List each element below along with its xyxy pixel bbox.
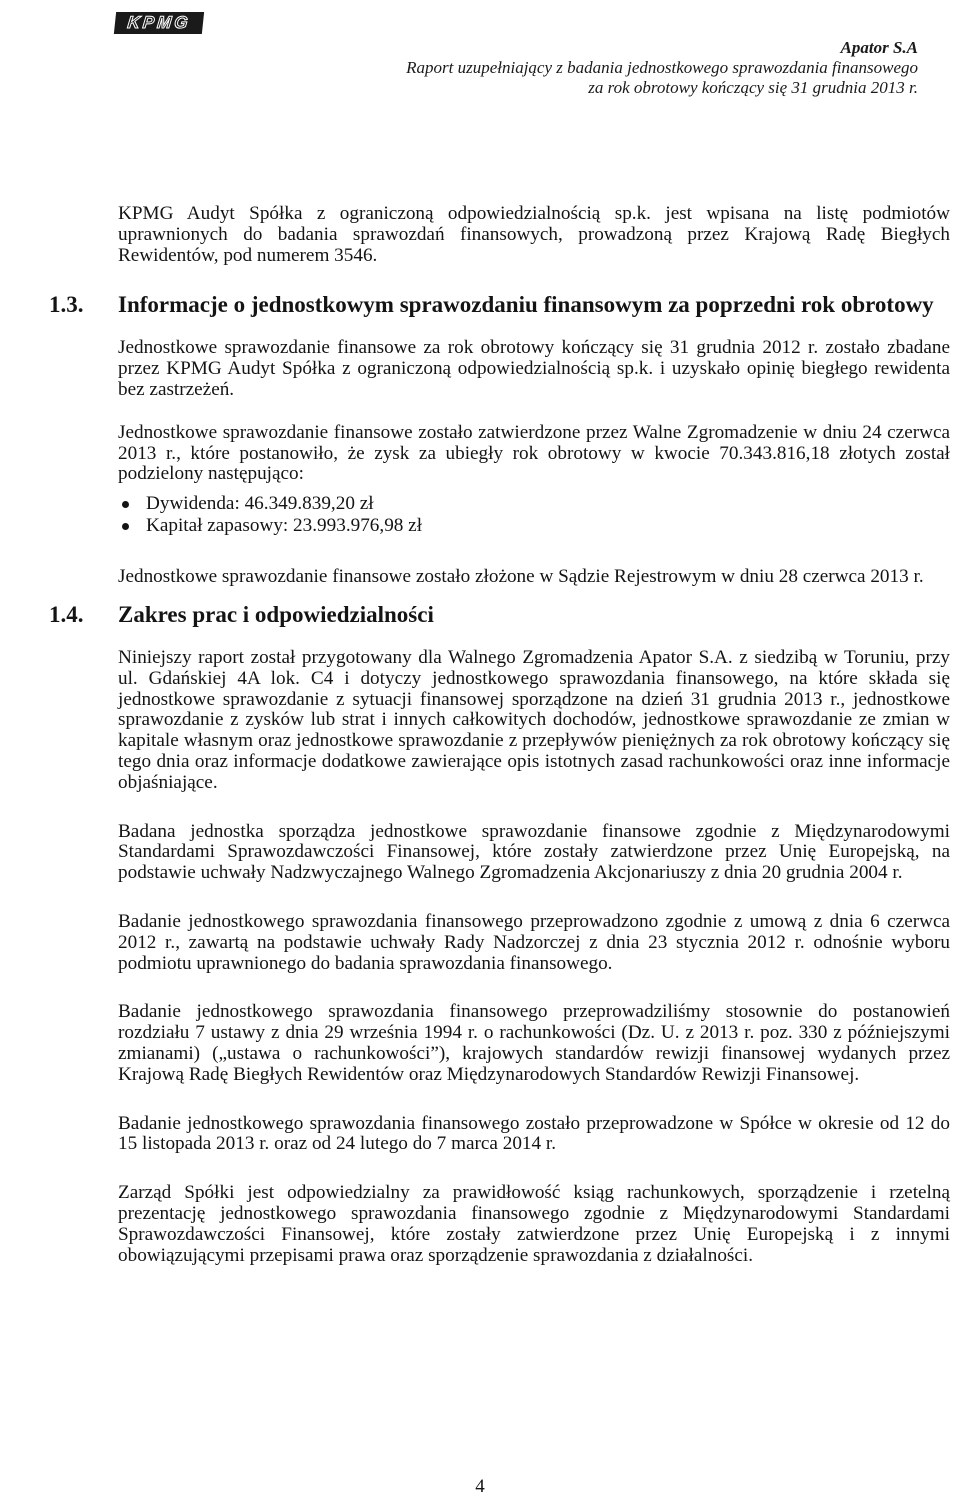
- section-1-3-heading: [49, 292, 950, 318]
- section-1-4-paragraph-2: Badana jednostka sporządza jednostkowe sprawozdanie finansowe zgodnie z Międzynarodowymi Standardami Sprawozdawczości Finansowej, które zostały zatwierdzone przez Unię Europejską, na podstawie uchwały Nadzwyczajnego Walnego Zgromadzenia Akcjonariuszy z dnia 20 grudnia 2004 r.: [118, 820, 950, 884]
- header-line-1: Raport uzupełniający z badania jednostkowego sprawozdania finansowego: [406, 58, 918, 77]
- list-item-text: Dywidenda: 46.349.839,20 zł: [146, 493, 374, 515]
- kpmg-logo: [114, 12, 204, 34]
- list-item: [118, 493, 950, 515]
- list-item: [118, 515, 950, 537]
- intro-paragraph: KPMG Audyt Spółka z ograniczoną odpowiedzialnością sp.k. jest wpisana na listę podmiotów uprawnionych do badania sprawozdań finansowych, prowadzoną przez Krajową Radę Biegłych Rewidentów, pod numerem 3546.: [118, 203, 950, 266]
- section-1-4-heading: [49, 601, 950, 628]
- section-1-3-paragraph-2: Jednostkowe sprawozdanie finansowe zostało zatwierdzone przez Walne Zgromadzenie w dniu 24 czerwca 2013 r., które postanowiło, że zysk za ubiegły rok obrotowy w kwocie 70.343.816,18 złotych został podzielony następująco:: [118, 421, 950, 485]
- section-1-4-paragraph-6: Zarząd Spółki jest odpowiedzialny za prawidłowość ksiąg rachunkowych, sporządzenie i rzetelną prezentację jednostkowego sprawozdania finansowego zgodnie z Międzynarodowymi Standardami Sprawozdawczości Finansowej, które zostały zatwierdzone przez Unię Europejską i z innymi obowiązującymi przepisami prawa oraz sporządzenie sprawozdania z działalności.: [118, 1182, 950, 1266]
- section-1-3-number: 1.3.: [49, 292, 84, 318]
- profit-distribution-list: [118, 493, 950, 537]
- section-1-3-paragraph-3: Jednostkowe sprawozdanie finansowe zostało złożone w Sądzie Rejestrowym w dniu 28 czerwca 2013 r.: [118, 566, 924, 588]
- section-1-4-number: 1.4.: [49, 601, 84, 627]
- section-1-3-title: Informacje o jednostkowym sprawozdaniu finansowym za poprzedni rok obrotowy: [118, 292, 934, 318]
- section-1-3-paragraph-1: Jednostkowe sprawozdanie finansowe za rok obrotowy kończący się 31 grudnia 2012 r. zostało zbadane przez KPMG Audyt Spółka z ograniczoną odpowiedzialnością sp.k. i uzyskało opinię biegłego rewidenta bez zastrzeżeń.: [118, 337, 950, 400]
- kpmg-logo-text: KPMG: [126, 13, 192, 32]
- header-company: Apator S.A: [840, 38, 918, 57]
- section-1-4-paragraph-1: Niniejszy raport został przygotowany dla Walnego Zgromadzenia Apator S.A. z siedzibą w Toruniu, przy ul. Gdańskiej 4A lok. C4 i dotyczy jednostkowego sprawozdania finansowego, na które składa się jednostkowe sprawozdanie z sytuacji finansowej sporządzone na dzień 31 grudnia 2013 r., jednostkowe sprawozdanie z zysków lub strat i innych całkowitych dochodów, jednostkowe sprawozdanie ze zmian w kapitale własnym oraz jednostkowe sprawozdanie z przepływów pieniężnych za rok obrotowy kończący się tego dnia oraz informacje dodatkowe zawierające opis istotnych zasad rachunkowości oraz inne informacje objaśniające.: [118, 646, 950, 793]
- header-line-2: za rok obrotowy kończący się 31 grudnia 2013 r.: [588, 78, 918, 97]
- section-1-4-paragraph-3: Badanie jednostkowego sprawozdania finansowego przeprowadzono zgodnie z umową z dnia 6 czerwca 2012 r., zawartą na podstawie uchwały Rady Nadzorczej z dnia 23 stycznia 2012 r. odnośnie wyboru podmiotu uprawnionego do badania sprawozdania finansowego.: [118, 910, 950, 974]
- bullet-icon: [122, 501, 129, 508]
- list-item-text: Kapitał zapasowy: 23.993.976,98 zł: [146, 515, 423, 537]
- document-body: [49, 203, 950, 1288]
- bullet-icon: [122, 523, 129, 530]
- section-1-4-paragraph-5: Badanie jednostkowego sprawozdania finansowego zostało przeprowadzone w Spółce w okresie od 12 do 15 listopada 2013 r. oraz od 24 lutego do 7 marca 2014 r.: [118, 1112, 950, 1155]
- page-number: 4: [475, 1476, 485, 1497]
- section-1-4-title: Zakres prac i odpowiedzialności: [118, 601, 434, 627]
- section-1-4-paragraph-4: Badanie jednostkowego sprawozdania finansowego przeprowadziliśmy stosownie do postanowień rozdziału 7 ustawy z dnia 29 września 1994 r. o rachunkowości (Dz. U. z 2013 r. poz. 330 z późniejszymi zmianami) („ustawa o rachunkowości”), krajowych standardów rewizji finansowej wydanych przez Krajową Radę Biegłych Rewidentów oraz Międzynarodowych Standardów Rewizji Finansowej.: [118, 1001, 950, 1085]
- running-header: [406, 38, 918, 98]
